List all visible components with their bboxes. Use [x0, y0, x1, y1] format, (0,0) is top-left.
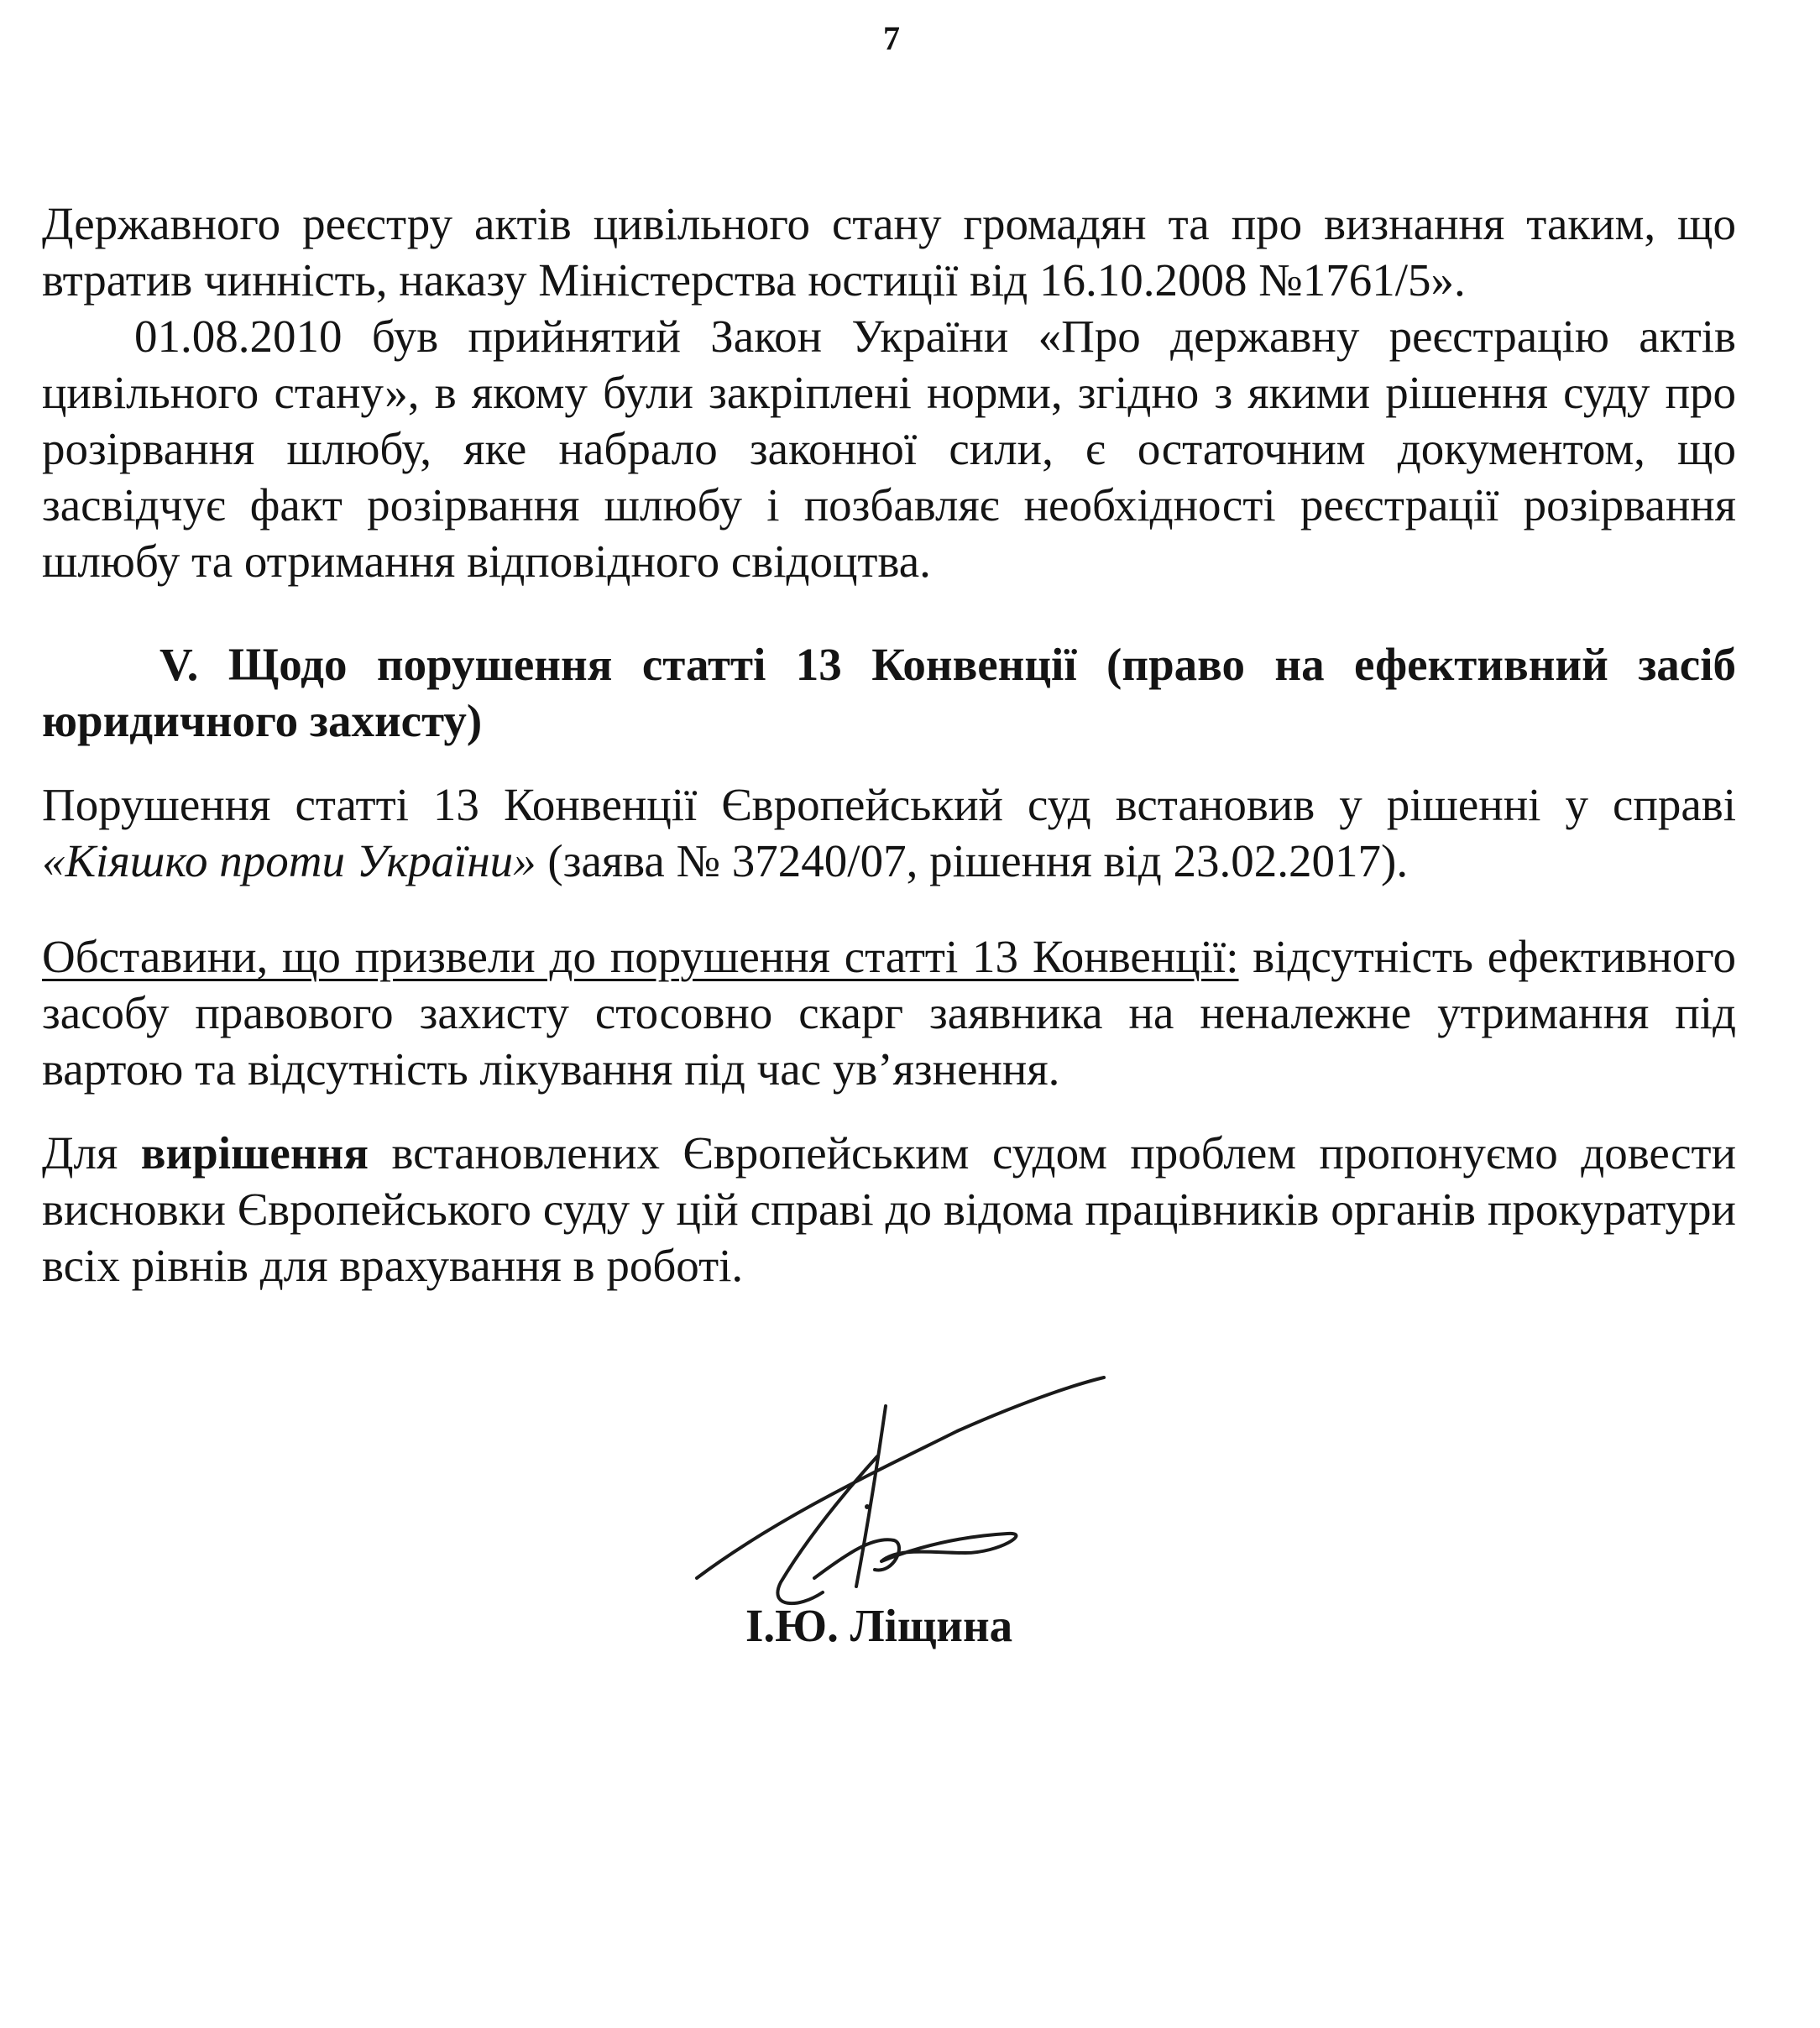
resolution-text-after: встановлених Європейським судом проблем пропонуємо довести висновки Європейського суду у цій справі до відома працівників органів прокуратури всіх рівнів для врахування в роботі. [42, 1127, 1736, 1291]
violation-paragraph [42, 776, 1736, 889]
violation-text-before: Порушення статті 13 Конвенції Європейський суд встановив у рішенні у справі [42, 779, 1736, 830]
resolution-bold-word: вирішення [140, 1127, 369, 1179]
case-name: «Кіяшко проти України» [42, 835, 536, 886]
circumstances-label: Обставини, що призвели до порушення статті 13 Конвенції: [42, 931, 1239, 982]
circumstances-text: відсутність ефективного засобу правового захисту стосовно скарг заявника на неналежне утримання під вартою та відсутність лікування під час ув’язнення. [42, 931, 1736, 1095]
law-paragraph: 01.08.2010 був прийнятий Закон України «Про державну реєстрацію актів цивільного стану», в якому були закріплені норми, згідно з якими рішення суду про розірвання шлюбу, яке набрало законної сили, є остаточним документом, що засвідчує факт розірвання шлюбу і позбавляє необхідності реєстрації розірвання шлюбу та отримання відповідного свідоцтва. [42, 311, 1736, 587]
section-heading: V. Щодо порушення статті 13 Конвенції (право на ефективний засіб юридичного захисту) [42, 639, 1736, 746]
signatory-name: І.Ю. Ліщина [745, 1600, 1013, 1651]
resolution-text-before: Для [42, 1127, 141, 1179]
page-number: 7 [883, 19, 900, 57]
violation-text-after: (заява № 37240/07, рішення від 23.02.2017). [536, 835, 1409, 886]
intro-paragraph: Державного реєстру актів цивільного стану громадян та про визнання таким, що втратив чинність, наказу Міністерства юстиції від 16.10.2008 №1761/5». [42, 198, 1736, 306]
circumstances-paragraph [42, 928, 1736, 1097]
resolution-paragraph [42, 1125, 1736, 1294]
handwritten-signature [680, 1372, 1108, 1624]
